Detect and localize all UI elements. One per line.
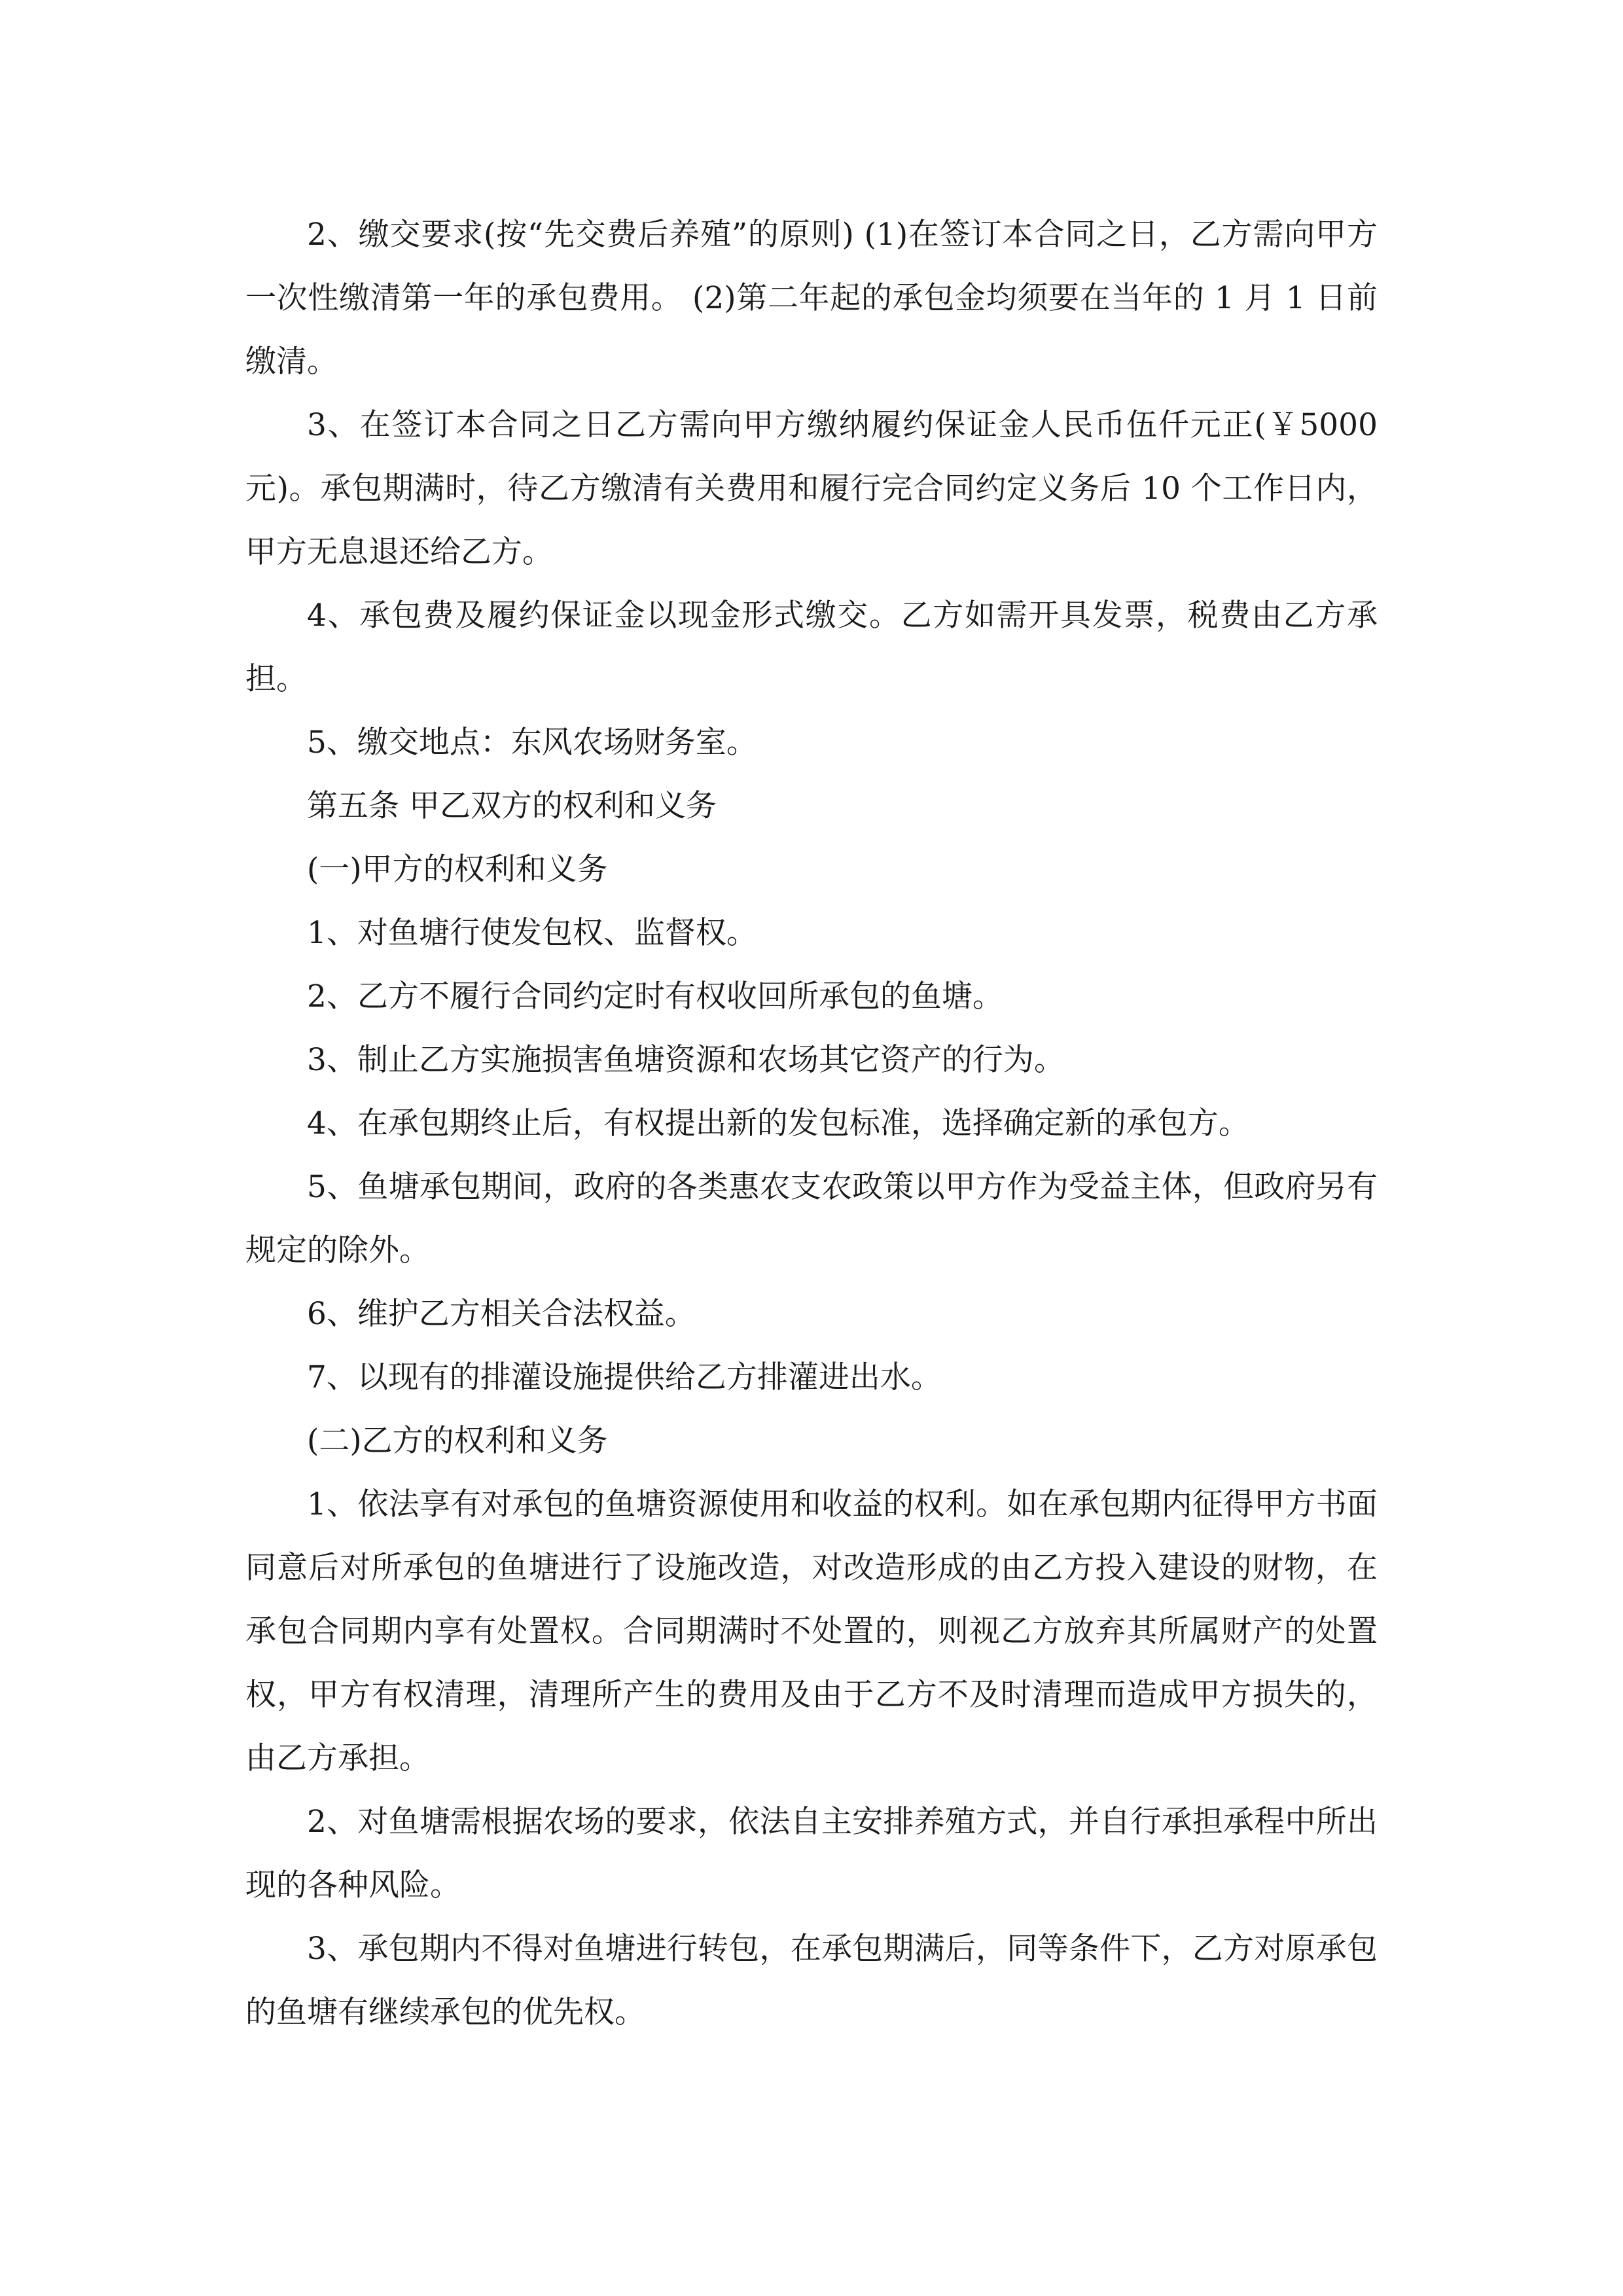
party-a-item-7: 7、以现有的排灌设施提供给乙方排灌进出水。 xyxy=(307,1359,942,1395)
party-a-item-6: 6、维护乙方相关合法权益。 xyxy=(307,1296,696,1332)
party-a-item-4: 4、在承包期终止后，有权提出新的发包标准，选择确定新的承包方。 xyxy=(307,1105,1249,1141)
party-a-item-5: 5、鱼塘承包期间，政府的各类惠农支农政策以甲方作为受益主体，但政府另有规定的除外。 xyxy=(245,1169,1378,1268)
paragraph-performance-deposit: 3、在签订本合同之日乙方需向甲方缴纳履约保证金人民币伍仟元正(￥5000元)。承包期满时，待乙方缴清有关费用和履行完合同约定义务后 10 个工作日内，甲方无息退还给乙方。 xyxy=(245,407,1378,570)
section-party-b-heading: (二)乙方的权利和义务 xyxy=(307,1423,608,1459)
contract-body xyxy=(245,203,1378,2044)
party-b-item-2: 2、对鱼塘需根据农场的要求，依法自主安排养殖方式，并自行承担承程中所出现的各种风险。 xyxy=(245,1804,1378,1903)
article-five-heading: 第五条 甲乙双方的权利和义务 xyxy=(307,788,717,824)
paragraph-payment-location: 5、缴交地点：东风农场财务室。 xyxy=(307,725,757,761)
paragraph-payment-method: 4、承包费及履约保证金以现金形式缴交。乙方如需开具发票，税费由乙方承担。 xyxy=(245,598,1378,697)
party-a-item-2: 2、乙方不履行合同约定时有权收回所承包的鱼塘。 xyxy=(307,978,1003,1014)
party-a-item-1: 1、对鱼塘行使发包权、监督权。 xyxy=(307,915,757,951)
party-b-item-3: 3、承包期内不得对鱼塘进行转包，在承包期满后，同等条件下，乙方对原承包的鱼塘有继续承包的优先权。 xyxy=(245,1931,1378,2030)
paragraph-payment-requirement: 2、缴交要求(按“先交费后养殖”的原则) (1)在签订本合同之日，乙方需向甲方一次性缴清第一年的承包费用。 (2)第二年起的承包金均须要在当年的 1 月 1 日前缴清。 xyxy=(245,217,1378,380)
party-a-item-3: 3、制止乙方实施损害鱼塘资源和农场其它资产的行为。 xyxy=(307,1042,1065,1078)
party-b-item-1: 1、依法享有对承包的鱼塘资源使用和收益的权利。如在承包期内征得甲方书面同意后对所承包的鱼塘进行了设施改造，对改造形成的由乙方投入建设的财物，在承包合同期内享有处置权。合同期满时不处置的，则视乙方放弃其所属财产的处置权，甲方有权清理，清理所产生的费用及由于乙方不及时清理而造成甲方损失的，由乙方承担。 xyxy=(245,1486,1378,1776)
section-party-a-heading: (一)甲方的权利和义务 xyxy=(307,852,608,888)
